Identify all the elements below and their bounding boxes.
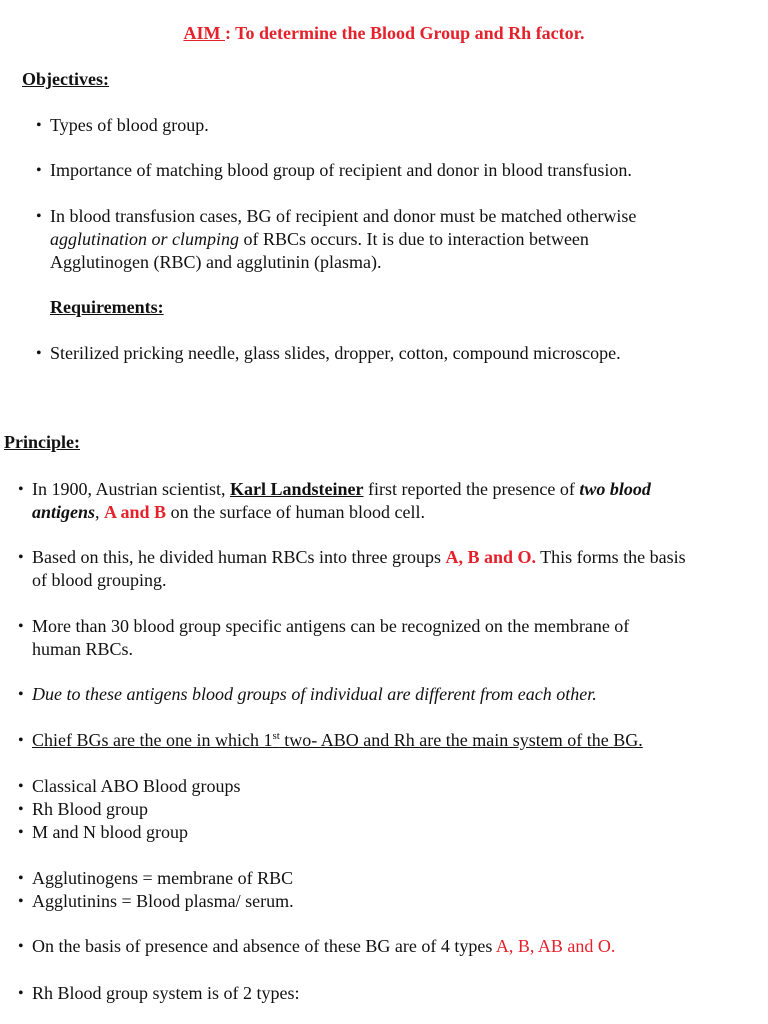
objective-2: Importance of matching blood group of recipient and donor in blood transfusion. (50, 160, 632, 180)
bullet: • (18, 824, 24, 841)
system-abo: Classical ABO Blood groups (32, 776, 241, 796)
agglutinins-item: Agglutinins = Blood plasma/ serum. (32, 891, 294, 911)
bullet: • (18, 893, 24, 910)
superscript: st (272, 730, 280, 742)
groups-highlight: A, B and O. (445, 547, 536, 567)
bullet: • (36, 208, 42, 225)
principle-2-text-a: Based on this, he divided human RBCs into three groups (32, 547, 446, 567)
antigens-highlight: A and B (104, 502, 167, 522)
list-item (18, 729, 643, 752)
objectives-heading: Objectives: (22, 69, 109, 89)
bullet: • (18, 618, 24, 635)
bullet: • (36, 117, 42, 134)
principle-6-text: On the basis of presence and absence of these BG are of 4 types (32, 936, 496, 956)
principle-2-text-b: This forms the basis (536, 547, 686, 567)
list-item (36, 114, 209, 137)
principle-1-text-b: first reported the presence of (363, 479, 580, 499)
bullet: • (18, 732, 24, 749)
objective-3-line1: In blood transfusion cases, BG of recipient and donor must be matched otherwise (50, 206, 637, 226)
principle-4: Due to these antigens blood groups of individual are different from each other. (32, 684, 597, 704)
list-item (18, 546, 768, 592)
principle-1-comma: , (95, 502, 105, 522)
bullet: • (18, 985, 24, 1002)
requirement-item: Sterilized pricking needle, glass slides, dropper, cotton, compound microscope. (50, 343, 621, 363)
agglutin-list (18, 867, 294, 913)
principle-5-text-a: Chief BGs are the one in which 1 (32, 730, 273, 750)
principle-1-line2 (32, 501, 758, 524)
principle-heading: Principle: (4, 432, 80, 452)
bullet: • (18, 778, 24, 795)
principle-2-line2: of blood grouping. (32, 570, 167, 590)
list-item (18, 478, 758, 524)
objective-1: Types of blood group. (50, 115, 209, 135)
agglutinogens-item: Agglutinogens = membrane of RBC (32, 868, 294, 888)
list-item (36, 205, 756, 274)
list-item (18, 798, 241, 821)
system-rh: Rh Blood group (32, 799, 149, 819)
list-item (18, 775, 241, 798)
scientist-name: Karl Landsteiner (229, 479, 364, 499)
aim-text: : To determine the Blood Group and Rh factor. (224, 23, 585, 43)
objective-3-line2 (50, 228, 756, 251)
principle-7: Rh Blood group system is of 2 types: (32, 983, 300, 1003)
objective-3-line3: Agglutinogen (RBC) and agglutinin (plasma). (50, 252, 382, 272)
principle-1-emphasis-1: two blood (579, 479, 651, 499)
system-mn: M and N blood group (32, 822, 188, 842)
list-item (18, 890, 294, 913)
aim-label: AIM (183, 23, 225, 43)
requirements-heading: Requirements: (50, 297, 164, 317)
bullet: • (18, 481, 24, 498)
bullet: • (36, 345, 42, 362)
bullet: • (18, 870, 24, 887)
principle-3-line2: human RBCs. (32, 639, 134, 659)
list-item (18, 821, 241, 844)
list-item (18, 683, 597, 706)
principle-1-text-c: on the surface of human blood cell. (166, 502, 425, 522)
list-item (18, 867, 294, 890)
principle-6 (32, 935, 615, 958)
principle-2-line1 (32, 546, 768, 569)
list-item (36, 342, 621, 365)
bullet: • (18, 549, 24, 566)
list-item (18, 982, 300, 1005)
blood-system-list (18, 775, 241, 844)
bullet: • (18, 801, 24, 818)
principle-3-line1: More than 30 blood group specific antigens can be recognized on the membrane of (32, 616, 630, 636)
bg-types-highlight: A, B, AB and O. (495, 936, 616, 956)
principle-1-line1 (32, 478, 758, 501)
list-item (36, 159, 632, 182)
objective-3-line2-text: of RBCs occurs. It is due to interaction between (239, 229, 589, 249)
list-item (18, 615, 758, 661)
page-title (0, 23, 768, 44)
principle-1-emphasis-2: antigens (32, 502, 96, 522)
bullet: • (18, 938, 24, 955)
principle-5-text-b: two- ABO and Rh are the main system of the BG. (279, 730, 643, 750)
bullet: • (18, 686, 24, 703)
objective-3-italic: agglutination or clumping (50, 229, 239, 249)
principle-5 (32, 729, 643, 752)
list-item (18, 935, 615, 958)
principle-1-text-a: In 1900, Austrian scientist, (32, 479, 230, 499)
bullet: • (36, 162, 42, 179)
